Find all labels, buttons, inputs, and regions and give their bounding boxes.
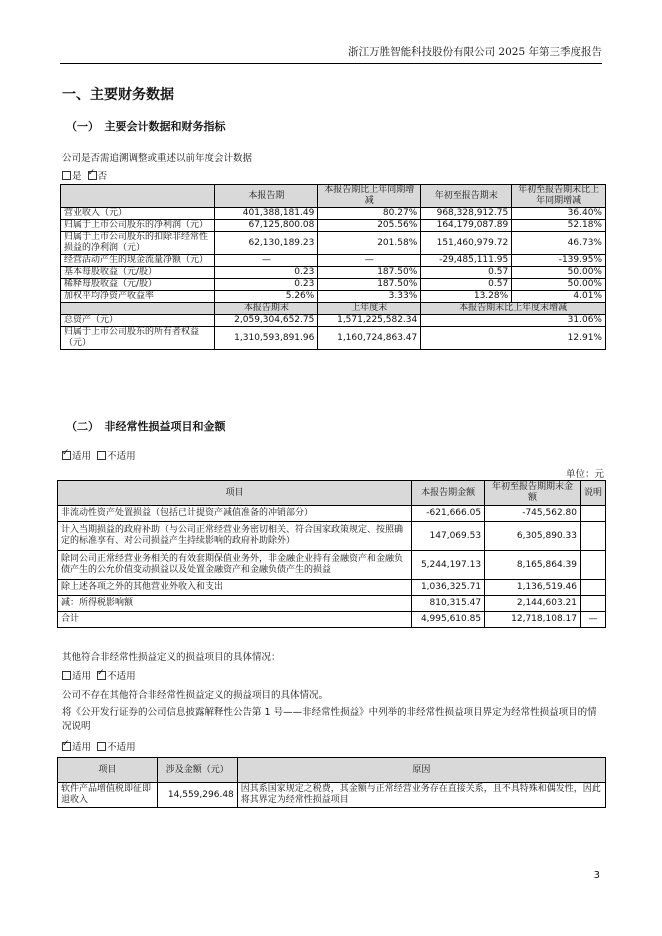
row-label: 减：所得税影响额 — [58, 596, 412, 612]
reclassified-items-table — [57, 757, 606, 808]
option-not-applicable-label: 不适用 — [107, 671, 136, 682]
table-cell: 0.23 — [215, 279, 318, 291]
table-header-cell — [61, 185, 215, 208]
checkbox-not-applicable[interactable] — [97, 451, 106, 460]
key-financial-data-table — [60, 184, 606, 350]
table-cell: 3.33% — [318, 291, 421, 303]
table-cell: 14,559,296.48 — [157, 783, 237, 808]
table-header-cell: 说明 — [580, 481, 605, 506]
table-cell: 1,571,225,582.34 — [318, 315, 421, 327]
table-cell: — — [318, 255, 421, 267]
table-row — [61, 255, 606, 267]
checkbox-applicable[interactable] — [62, 671, 71, 680]
table-header-cell: 年初至报告期末 — [421, 185, 512, 208]
table-cell: 151,460,979.72 — [421, 232, 512, 255]
table-cell: 0.23 — [215, 267, 318, 279]
row-label: 除上述各项之外的其他营业外收入和支出 — [58, 580, 412, 596]
table-row — [58, 612, 606, 628]
table-cell: 5,244,197.13 — [412, 551, 485, 580]
table-row — [61, 208, 606, 220]
table-header-cell: 年初至报告期期末金额 — [485, 481, 581, 506]
table-header-cell: 年初至报告期末比上年同期增减 — [512, 185, 606, 208]
table-cell: -29,485,111.95 — [421, 255, 512, 267]
option-not-applicable-label: 不适用 — [107, 742, 136, 753]
table-cell — [580, 506, 605, 522]
row-label: 经营活动产生的现金流量净额（元） — [61, 255, 215, 267]
table-cell: 1,310,593,891.96 — [215, 327, 318, 350]
table-cell: — — [580, 612, 605, 628]
table-cell: — — [215, 255, 318, 267]
table-row — [61, 327, 606, 350]
row-label: 软件产品增值税即征即退收入 — [58, 783, 158, 808]
table-cell: -621,666.05 — [412, 506, 485, 522]
row-label: 总资产（元） — [61, 315, 215, 327]
table-cell: 12,718,108.17 — [485, 612, 581, 628]
restatement-question: 公司是否需追溯调整或重述以前年度会计数据 — [62, 153, 253, 164]
checkbox-no[interactable] — [88, 171, 97, 180]
table-cell — [580, 596, 605, 612]
table-cell: 67,125,800.08 — [215, 220, 318, 232]
checkbox-not-applicable[interactable] — [97, 742, 106, 751]
row-label: 除同公司正常经营业务相关的有效套期保值业务外，非金融企业持有金融资产和金融负债产生的公允价值变动损益以及处置金融资产和金融负债产生的损益 — [58, 551, 412, 580]
table-cell: 因其系国家规定之税费，其金额与正常经营业务存在直接关系，且不具特殊和偶发性，因此将其界定为经常性损益项目 — [237, 783, 605, 808]
table-header-cell: 项目 — [58, 758, 158, 783]
reclassification-options — [62, 739, 136, 753]
table-cell: 1,036,325.71 — [412, 580, 485, 596]
table-cell: 50.00% — [512, 279, 606, 291]
row-label: 归属于上市公司股东的所有者权益（元） — [61, 327, 215, 350]
table-header-row — [61, 185, 606, 208]
checkbox-applicable[interactable] — [62, 742, 71, 751]
table-row — [61, 315, 606, 327]
table-cell: 36.40% — [512, 208, 606, 220]
nonrecurring-items-table — [57, 480, 606, 628]
table-cell: 52.18% — [512, 220, 606, 232]
table-row — [61, 291, 606, 303]
subsection-title-nonrecurring: （二） 非经常性损益项目和金额 — [66, 420, 226, 433]
table-cell: 1,160,724,863.47 — [318, 327, 421, 350]
table-cell: 13.28% — [421, 291, 512, 303]
table-header-cell: 本报告期 — [215, 185, 318, 208]
table-cell: 4.01% — [512, 291, 606, 303]
option-applicable-label: 适用 — [72, 671, 92, 682]
reclassification-text: 将《公开发行证券的公司信息披露解释性公告第 1 号——非经常性损益》中列举的非经常性损益项目界定为经常性损益项目的情况说明 — [62, 707, 597, 732]
unit-label: 单位：元 — [565, 469, 604, 480]
option-not-applicable-label: 不适用 — [107, 451, 136, 462]
table-header-cell: 本报告期末 — [215, 303, 318, 315]
table-cell: 0.57 — [421, 279, 512, 291]
checkbox-yes[interactable] — [62, 171, 71, 180]
table-row — [61, 232, 606, 255]
other-items-text: 公司不存在其他符合非经常性损益定义的损益项目的具体情况。 — [62, 690, 329, 701]
table-row — [61, 279, 606, 291]
option-applicable-label: 适用 — [72, 742, 92, 753]
table-cell: 968,328,912.75 — [421, 208, 512, 220]
table-header-cell: 本报告期金额 — [412, 481, 485, 506]
table-cell: 0.57 — [421, 267, 512, 279]
table-row — [58, 506, 606, 522]
table-cell — [580, 522, 605, 551]
table-cell: 401,388,181.49 — [215, 208, 318, 220]
row-label: 归属于上市公司股东的扣除非经常性损益的净利润（元） — [61, 232, 215, 255]
table-cell: 201.58% — [318, 232, 421, 255]
table-cell: 187.50% — [318, 267, 421, 279]
table-cell: 80.27% — [318, 208, 421, 220]
row-label: 稀释每股收益（元/股） — [61, 279, 215, 291]
table-row — [58, 580, 606, 596]
table-header-row — [58, 481, 606, 506]
report-header-title: 浙江万胜智能科技股份有限公司 2025 年第三季度报告 — [348, 46, 602, 58]
table-header-cell: 项目 — [58, 481, 412, 506]
table-cell: 12.91% — [421, 327, 606, 350]
row-label: 基本每股收益（元/股） — [61, 267, 215, 279]
table-header-cell: 本报告期比上年同期增减 — [318, 185, 421, 208]
table-cell: 46.73% — [512, 232, 606, 255]
table-cell: 164,179,087.89 — [421, 220, 512, 232]
table-row — [61, 267, 606, 279]
row-label: 合计 — [58, 612, 412, 628]
section-title: 一、主要财务数据 — [62, 87, 174, 103]
subsection-title-accounting: （一） 主要会计数据和财务指标 — [66, 120, 226, 133]
option-applicable-label: 适用 — [72, 451, 92, 462]
table-header-cell: 原因 — [237, 758, 605, 783]
table-cell: 6,305,890.33 — [485, 522, 581, 551]
other-items-title: 其他符合非经常性损益定义的损益项目的具体情况： — [62, 652, 281, 663]
table-row — [58, 596, 606, 612]
row-label: 归属于上市公司股东的净利润（元） — [61, 220, 215, 232]
table-cell: 8,165,864.39 — [485, 551, 581, 580]
table-cell: 187.50% — [318, 279, 421, 291]
table-header-cell — [61, 303, 215, 315]
table-row — [58, 522, 606, 551]
checkbox-applicable[interactable] — [62, 451, 71, 460]
table-header-row — [58, 758, 606, 783]
table-cell: 2,059,304,652.75 — [215, 315, 318, 327]
table-cell: 810,315.47 — [412, 596, 485, 612]
row-label: 计入当期损益的政府补助（与公司正常经营业务密切相关、符合国家政策规定、按照确定的标准享有、对公司损益产生持续影响的政府补助除外） — [58, 522, 412, 551]
row-label: 非流动性资产处置损益（包括已计提资产减值准备的冲销部分） — [58, 506, 412, 522]
page-number: 3 — [593, 870, 600, 881]
option-yes-label: 是 — [72, 171, 82, 182]
applicable-options — [62, 448, 136, 462]
table-cell: 5.26% — [215, 291, 318, 303]
option-no-label: 否 — [97, 171, 108, 182]
other-items-options — [62, 668, 136, 682]
header-divider — [60, 63, 602, 64]
table-cell: 147,069.53 — [412, 522, 485, 551]
table-cell: 4,995,610.85 — [412, 612, 485, 628]
table-row — [58, 783, 606, 808]
table-cell: -745,562.80 — [485, 506, 581, 522]
table-cell: 205.56% — [318, 220, 421, 232]
table-header-cell: 上年度末 — [318, 303, 421, 315]
table-header-cell: 本报告期末比上年度末增减 — [421, 303, 606, 315]
table-row — [61, 220, 606, 232]
table-cell — [580, 580, 605, 596]
table-cell — [580, 551, 605, 580]
checkbox-not-applicable[interactable] — [97, 671, 106, 680]
table-row — [58, 551, 606, 580]
table-cell: 31.06% — [421, 315, 606, 327]
table-cell: 50.00% — [512, 267, 606, 279]
row-label: 加权平均净资产收益率 — [61, 291, 215, 303]
table-cell: 1,136,519.46 — [485, 580, 581, 596]
table-cell: 62,130,189.23 — [215, 232, 318, 255]
table-header-row — [61, 303, 606, 315]
table-cell: -139.95% — [512, 255, 606, 267]
restatement-options — [62, 168, 107, 182]
table-cell: 2,144,603.21 — [485, 596, 581, 612]
table-header-cell: 涉及金额（元） — [157, 758, 237, 783]
row-label: 营业收入（元） — [61, 208, 215, 220]
